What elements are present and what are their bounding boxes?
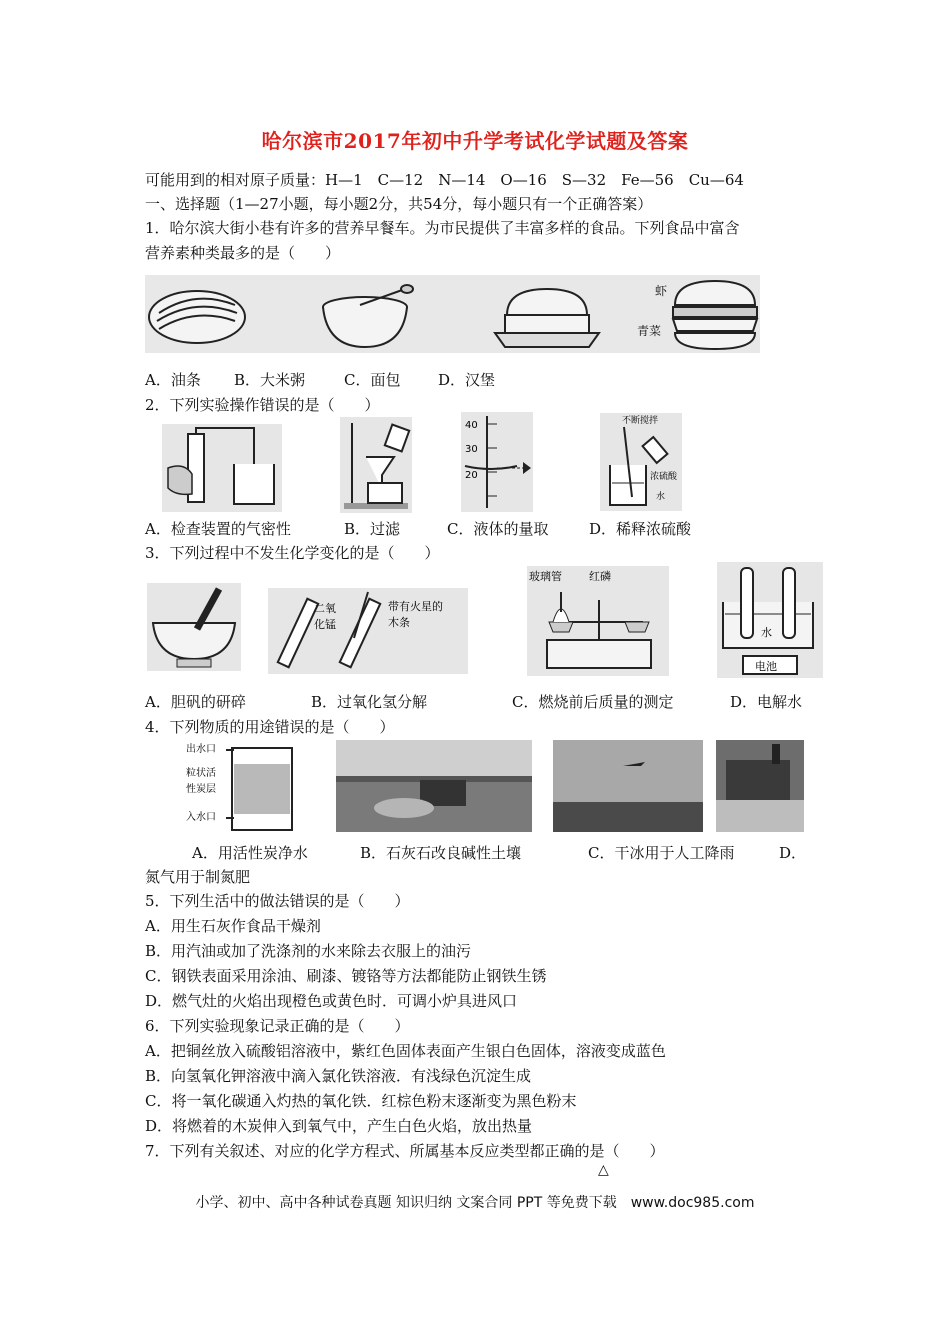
q1-option-b: B．大米粥	[234, 371, 306, 389]
q3-fig-mortar	[147, 583, 241, 671]
q2-fig-measuring	[461, 412, 533, 512]
label-inlet: 入水口	[186, 812, 216, 823]
q1-option-a: A．油条	[145, 371, 201, 389]
q4-fig-sky-photo	[553, 740, 703, 832]
q7-stem: 7．下列有关叙述、对应的化学方程式、所属基本反应类型都正确的是（ ）	[145, 1142, 665, 1160]
label-carbon-1: 粒状活	[186, 768, 216, 779]
q1-stem-line1: 1．哈尔滨大街小巷有许多的营养早餐车。为市民提供了丰富多样的食品。下列食品中富含	[145, 219, 740, 237]
label-mno2-2: 化锰	[314, 618, 336, 631]
q3-option-c: C．燃烧前后质量的测定	[512, 693, 674, 711]
hamburger-image	[673, 281, 757, 349]
q5-option-c: C．钢铁表面采用涂油、刷漆、镀铬等方法都能防止钢铁生锈	[145, 967, 547, 985]
q3-stem: 3．下列过程中不发生化学变化的是（ ）	[145, 544, 440, 562]
q3-option-a: A．胆矾的研碎	[145, 693, 246, 711]
q5-option-a: A．用生石灰作食品干燥剂	[145, 917, 321, 935]
atomic-mass-line: 可能用到的相对原子质量：H—1 C—12 N—14 O—16 S—32 Fe—56 Cu—64	[145, 171, 744, 189]
q3-fig-electrolysis	[717, 562, 823, 678]
q2-fig-airtightness	[162, 424, 282, 512]
q2-option-a: A．检查装置的气密性	[145, 520, 291, 538]
q4-fig-filter	[186, 740, 336, 832]
label-carbon-2: 性炭层	[186, 784, 216, 795]
q2-option-c: C．液体的量取	[447, 520, 549, 538]
fried-dough-image	[149, 291, 245, 343]
q4-stem: 4．下列物质的用途错误的是（ ）	[145, 718, 395, 736]
tick-40: 40	[465, 420, 478, 431]
q1-option-c: C．面包	[344, 371, 401, 389]
label-shrimp: 虾	[655, 284, 668, 298]
q6-option-c: C．将一氧化碳通入灼热的氧化铁．红棕色粉末逐渐变为黑色粉末	[145, 1092, 577, 1110]
q4-fig-farm-photo	[336, 740, 532, 832]
footer-ad: 小学、初中、高中各种试卷真题 知识归纳 文案合同 PPT 等免费下载 www.doc985.com	[195, 1195, 755, 1211]
label-outlet: 出水口	[186, 744, 216, 755]
q2-stem: 2．下列实验操作错误的是（ ）	[145, 396, 380, 414]
q4-option-b: B．石灰石改良碱性土壤	[360, 844, 522, 862]
q2-fig-filtration	[340, 417, 412, 513]
tick-30: 30	[465, 444, 478, 455]
q2-option-d: D．稀释浓硫酸	[589, 520, 692, 538]
label-battery: 电池	[755, 660, 777, 673]
label-mno2-1: 二氧	[314, 602, 336, 615]
q2-fig-dilution	[600, 413, 682, 511]
q2-option-b: B．过滤	[344, 520, 401, 538]
q6-option-d: D．将燃着的木炭伸入到氧气中，产生白色火焰，放出热量	[145, 1117, 533, 1135]
q3-option-d: D．电解水	[730, 693, 803, 711]
label-water: 水	[761, 626, 772, 639]
q6-option-b: B．向氢氧化钾溶液中滴入氯化铁溶液．有浅绿色沉淀生成	[145, 1067, 532, 1085]
label-stir: 不断搅拌	[622, 416, 659, 426]
q1-food-figure	[145, 275, 760, 353]
label-phosphorus: 红磷	[589, 570, 611, 583]
label-acid: 浓硫酸	[650, 472, 678, 482]
q3-option-b: B．过氧化氢分解	[311, 693, 428, 711]
q1-stem-line2: 营养素种类最多的是（ ）	[145, 244, 341, 262]
q4-fig-factory-photo	[716, 740, 804, 832]
q1-option-d: D．汉堡	[438, 371, 496, 389]
label-splint-1: 带有火星的	[388, 600, 443, 613]
page-title: 哈尔滨市2017年初中升学考试化学试题及答案	[261, 129, 689, 153]
q5-option-b: B．用汽油或加了洗涤剂的水来除去衣服上的油污	[145, 942, 472, 960]
label-splint-2: 木条	[388, 616, 410, 629]
tick-20: 20	[465, 470, 478, 481]
q4-option-c: C．干冰用于人工降雨	[588, 844, 735, 862]
section-header: 一、选择题（1—27小题，每小题2分，共54分，每小题只有一个正确答案）	[145, 195, 653, 213]
label-glass-tube: 玻璃管	[529, 570, 562, 583]
q4-option-a: A．用活性炭净水	[192, 844, 308, 862]
q3-fig-peroxide	[268, 588, 468, 674]
q6-option-a: A．把铜丝放入硫酸铝溶液中，紫红色固体表面产生银白色固体，溶液变成蓝色	[145, 1042, 666, 1060]
heat-symbol: △	[598, 1162, 609, 1178]
q5-option-d: D．燃气灶的火焰出现橙色或黄色时．可调小炉具进风口	[145, 992, 518, 1010]
q6-stem: 6．下列实验现象记录正确的是（ ）	[145, 1017, 410, 1035]
q5-stem: 5．下列生活中的做法错误的是（ ）	[145, 892, 410, 910]
q4-option-d: D．	[779, 844, 807, 862]
label-greens: 青菜	[637, 324, 662, 338]
q4-option-d-cont: 氮气用于制氮肥	[145, 868, 251, 886]
q3-fig-balance	[527, 566, 669, 676]
label-water: 水	[656, 492, 666, 502]
